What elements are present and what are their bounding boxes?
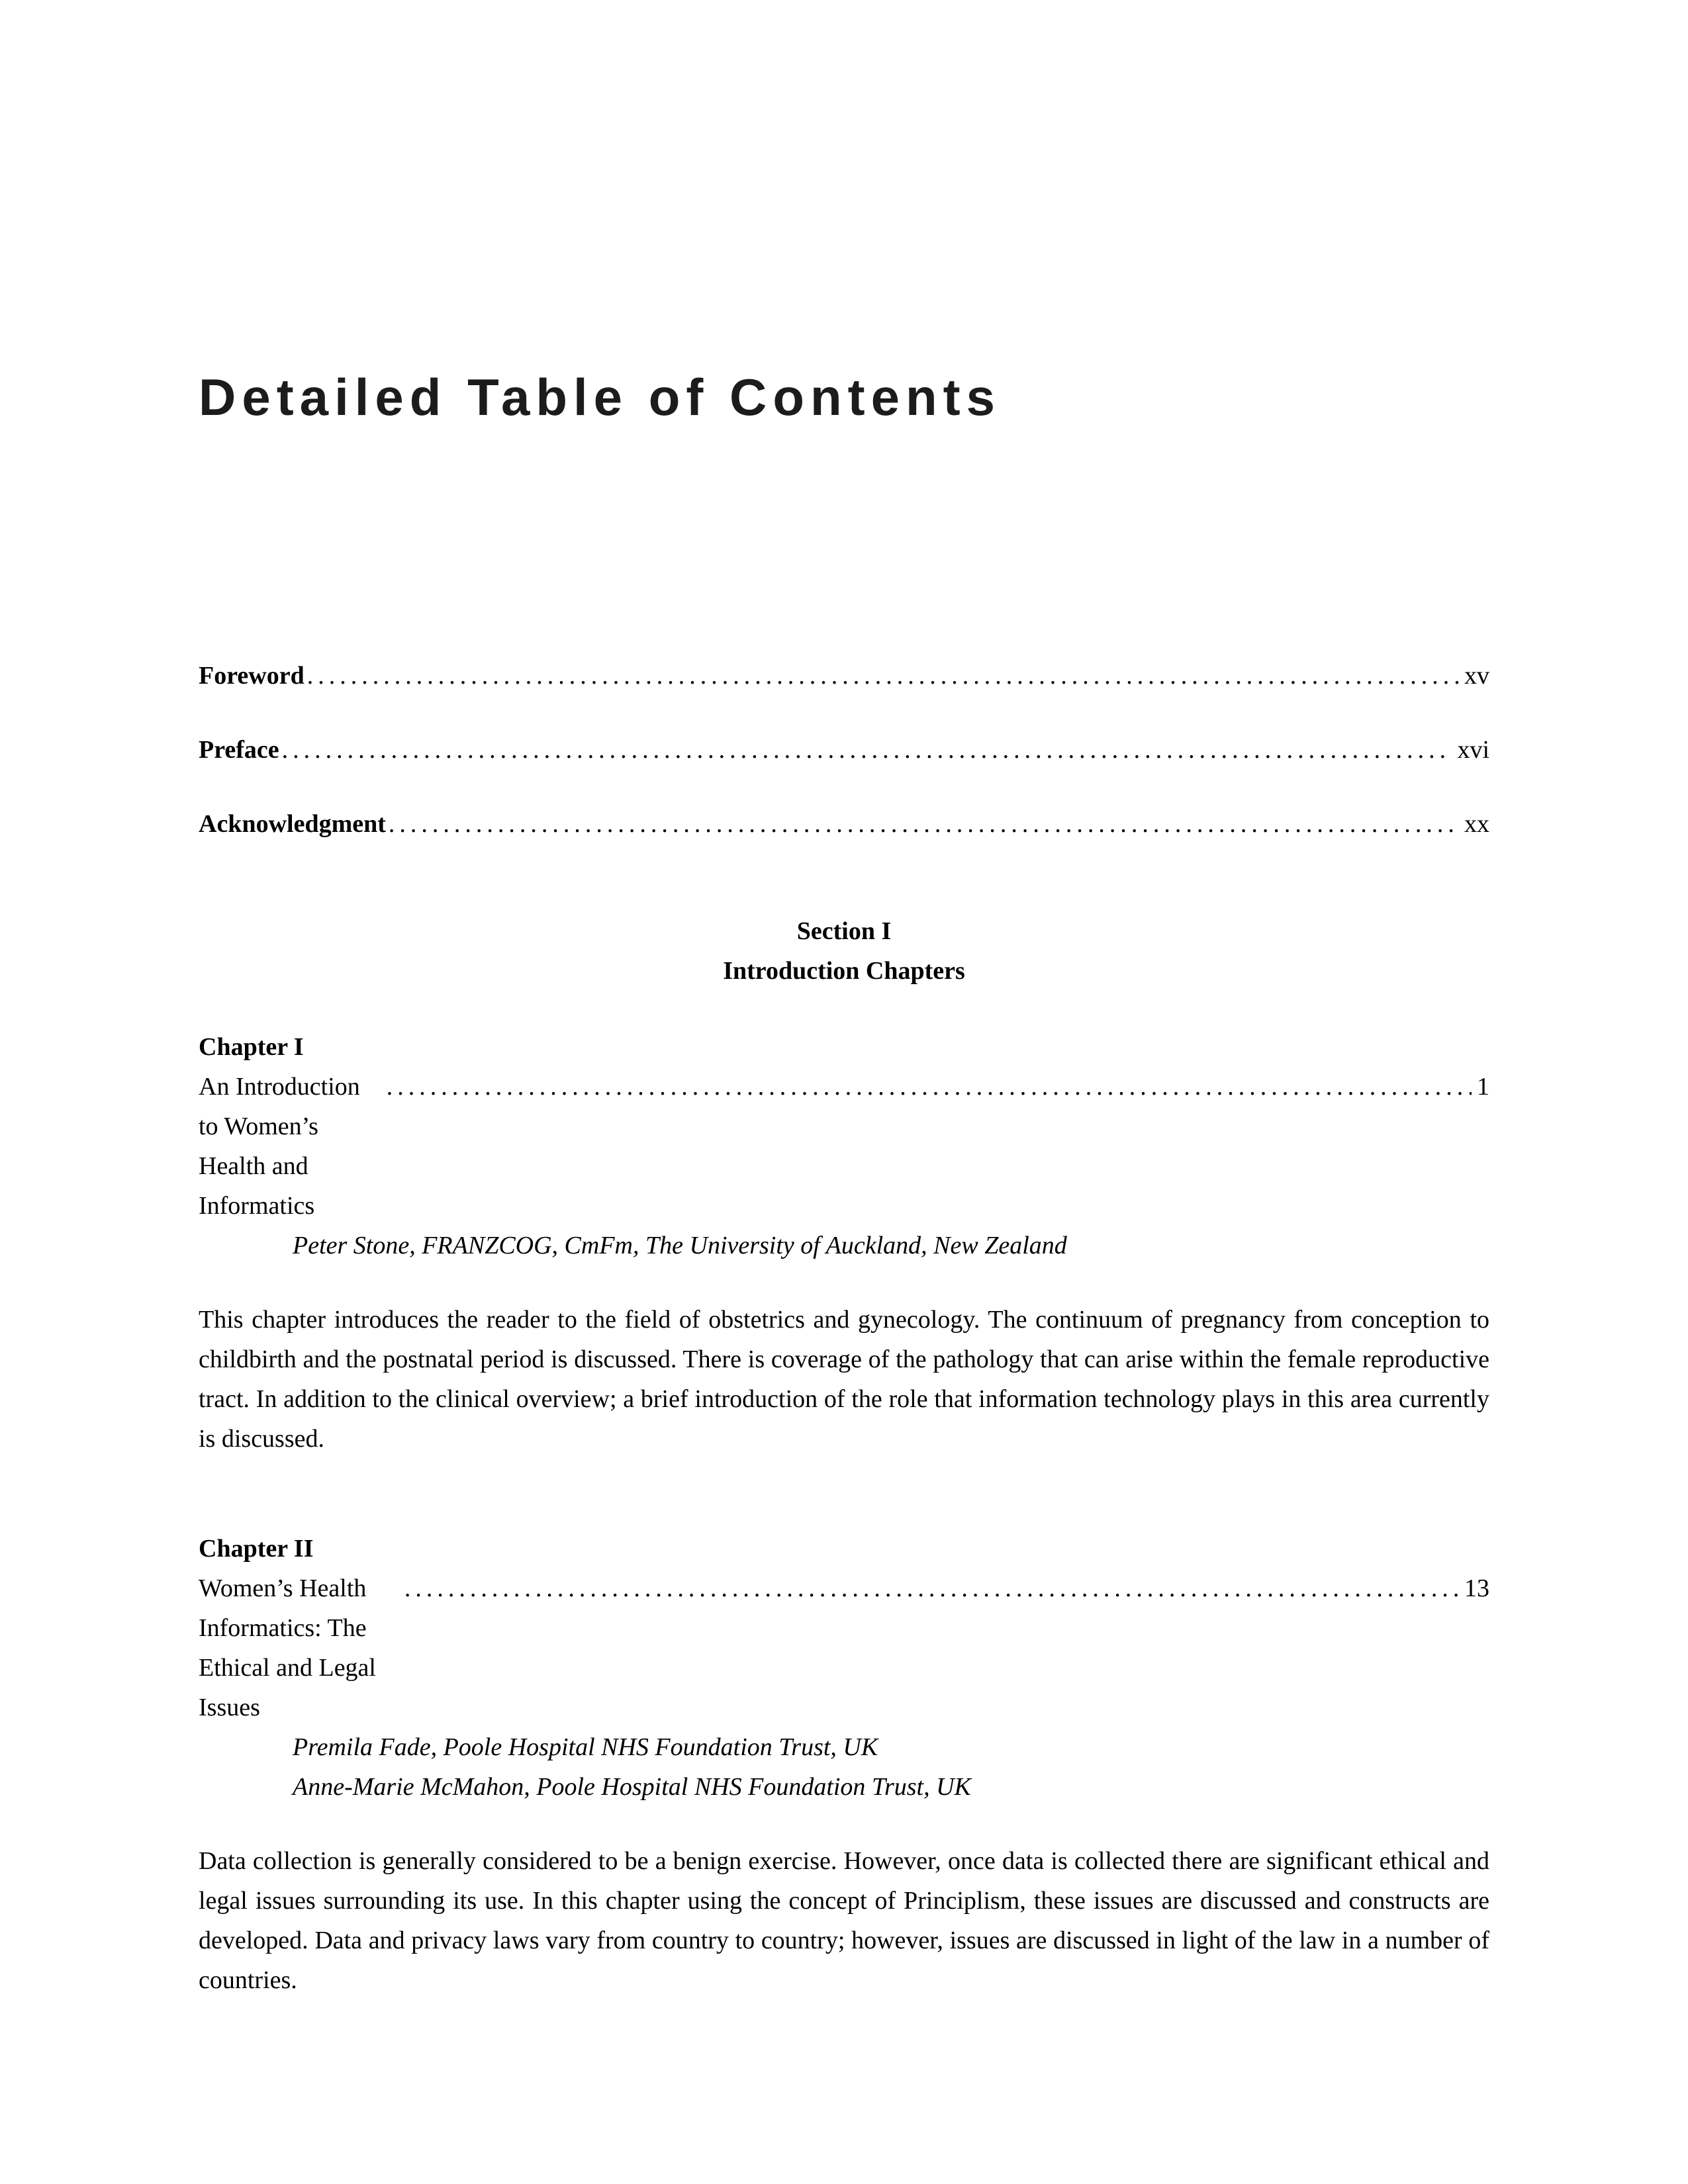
chapter-abstract: Data collection is generally considered to be a benign exercise. However, once data is collected there are significant ethical and legal issues surrounding its use. In this chapter using the concept of Principlism, these issues are discussed and constructs are developed. Data and privacy laws vary from country to country; however, issues are discussed in light of the law in a number of countries. <box>199 1847 1489 1994</box>
chapter-author: Anne-Marie McMahon, Poole Hospital NHS Foundation Trust, UK <box>293 1773 971 1801</box>
toc-entry-foreword <box>199 656 1489 696</box>
chapter-abstract: This chapter introduces the reader to the field of obstetrics and gynecology. The continuum of pregnancy from conception to childbirth and the postnatal period is discussed. There is coverage of the pathology that can arise within the female reproductive tract. In addition to the clinical overview; a brief introduction of the role that information technology plays in this area currently is discussed. <box>199 1306 1489 1453</box>
dotted-leader <box>404 1569 1459 1608</box>
chapter-heading: Chapter I <box>199 1033 304 1061</box>
dotted-leader <box>389 804 1459 844</box>
page-title: Detailed Table of Contents <box>199 368 1001 426</box>
chapter-title: Women’s Health Informatics: The Ethical and Legal Issues <box>199 1574 376 1721</box>
section-heading <box>199 911 1489 991</box>
chapter-block-1 <box>199 1027 1489 1459</box>
toc-entry-label: Preface <box>199 736 279 764</box>
chapter-heading: Chapter II <box>199 1535 314 1563</box>
toc-entry-acknowledgment <box>199 804 1489 844</box>
toc-page-number: xv <box>1464 662 1489 690</box>
toc-entry-label: Acknowledgment <box>199 810 386 838</box>
toc-page-number: xvi <box>1457 736 1489 764</box>
chapter-page-number: 1 <box>1477 1073 1489 1101</box>
dotted-leader <box>307 656 1459 696</box>
front-matter-list <box>199 656 1489 844</box>
chapter-title-line <box>199 1067 1489 1226</box>
section-label: Section I <box>796 917 892 945</box>
section-title: Introduction Chapters <box>723 957 965 985</box>
chapter-title-line <box>199 1569 1489 1727</box>
dotted-leader <box>387 1067 1472 1107</box>
chapter-author: Peter Stone, FRANZCOG, CmFm, The University of Auckland, New Zealand <box>293 1232 1067 1259</box>
chapter-block-2 <box>199 1529 1489 2000</box>
chapter-author: Premila Fade, Poole Hospital NHS Foundation Trust, UK <box>293 1733 878 1761</box>
toc-entry-label: Foreword <box>199 662 305 690</box>
chapter-page-number: 13 <box>1464 1574 1489 1602</box>
toc-entry-preface <box>199 730 1489 770</box>
toc-page-number: xx <box>1464 810 1489 838</box>
chapter-title: An Introduction to Women’s Health and Informatics <box>199 1073 360 1220</box>
dotted-leader <box>282 730 1452 770</box>
